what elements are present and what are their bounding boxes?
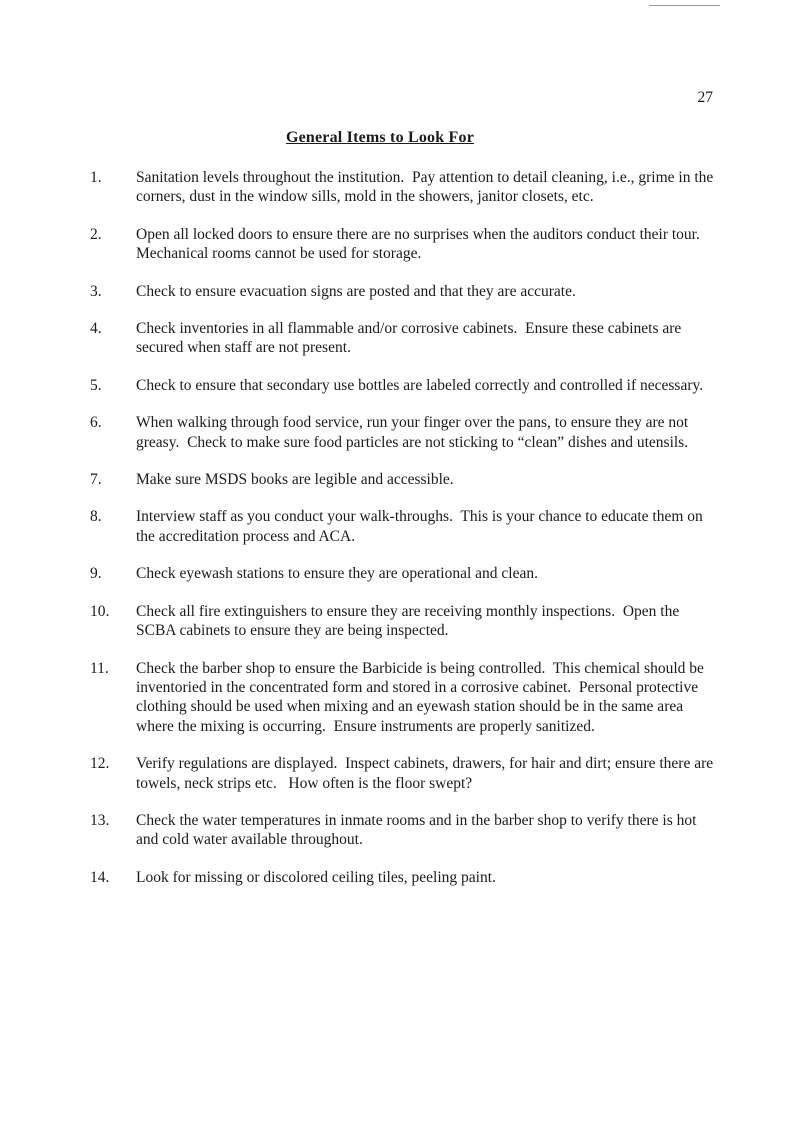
item-number: 6.	[90, 414, 102, 432]
item-text: Look for missing or discolored ceiling tiles, peeling paint.	[136, 868, 496, 886]
item-number: 8.	[90, 508, 102, 526]
list-item	[90, 507, 715, 546]
list-item	[90, 225, 715, 264]
list-item	[90, 868, 715, 887]
item-text: Check the barber shop to ensure the Barbicide is being controlled. This chemical should be inventoried in the concentrated form and stored in a corrosive cabinet. Personal protective clothing should be used when mixing and an eyewash station should be in the same area where the mixing is occurring. Ensure instruments are properly sanitized.	[136, 659, 708, 735]
item-number: 9.	[90, 565, 102, 583]
list-item	[90, 564, 715, 583]
list-item	[90, 376, 715, 395]
page-number: 27	[697, 89, 713, 106]
item-number: 11.	[90, 659, 109, 677]
item-number: 13.	[90, 811, 110, 829]
list-item	[90, 659, 715, 737]
item-text: Open all locked doors to ensure there are no surprises when the auditors conduct their tour. Mechanical rooms cannot be used for storage.	[136, 225, 708, 263]
list-item	[90, 282, 715, 301]
item-number: 2.	[90, 225, 102, 243]
item-text: Check inventories in all flammable and/or corrosive cabinets. Ensure these cabinets are secured when staff are not present.	[136, 320, 686, 357]
item-number: 12.	[90, 755, 110, 773]
item-number: 4.	[90, 320, 102, 338]
item-text: Check to ensure evacuation signs are posted and that they are accurate.	[136, 282, 576, 300]
scan-artifact-line	[649, 5, 720, 6]
item-text: Check to ensure that secondary use bottles are labeled correctly and controlled if necessary.	[136, 376, 704, 394]
list-item	[90, 602, 715, 641]
document-title: General Items to Look For	[285, 129, 475, 146]
item-text: Check eyewash stations to ensure they are operational and clean.	[136, 565, 538, 583]
item-text: Make sure MSDS books are legible and accessible.	[136, 471, 454, 489]
list-item	[90, 413, 715, 452]
item-text: Interview staff as you conduct your walk-throughs. This is your chance to educate them on the accreditation process and ACA.	[136, 508, 707, 545]
item-number: 10.	[90, 602, 110, 620]
list-item	[90, 811, 715, 850]
item-text: Sanitation levels throughout the institution. Pay attention to detail cleaning, i.e., grime in the corners, dust in the window sills, mold in the showers, janitor closets, etc.	[136, 169, 718, 206]
item-text: Verify regulations are displayed. Inspect cabinets, drawers, for hair and dirt; ensure there are towels, neck strips etc. How often is the floor swept?	[136, 755, 718, 792]
item-number: 14.	[90, 868, 110, 886]
item-text: When walking through food service, run your finger over the pans, to ensure they are not greasy. Check to make sure food particles are not sticking to “clean” dishes and utensils.	[136, 414, 693, 451]
item-number: 7.	[90, 471, 102, 489]
list-item	[90, 319, 715, 358]
item-number: 1.	[90, 169, 102, 186]
list-item	[90, 754, 718, 793]
item-number: 5.	[90, 376, 102, 394]
list-item	[90, 470, 715, 489]
item-text: Check all fire extinguishers to ensure they are receiving monthly inspections. Open the SCBA cabinets to ensure they are being inspected.	[136, 602, 684, 640]
list-item	[90, 168, 718, 207]
item-text: Check the water temperatures in inmate rooms and in the barber shop to verify there is hot and cold water available throughout.	[136, 811, 701, 849]
numbered-list	[90, 168, 718, 905]
item-number: 3.	[90, 282, 102, 300]
